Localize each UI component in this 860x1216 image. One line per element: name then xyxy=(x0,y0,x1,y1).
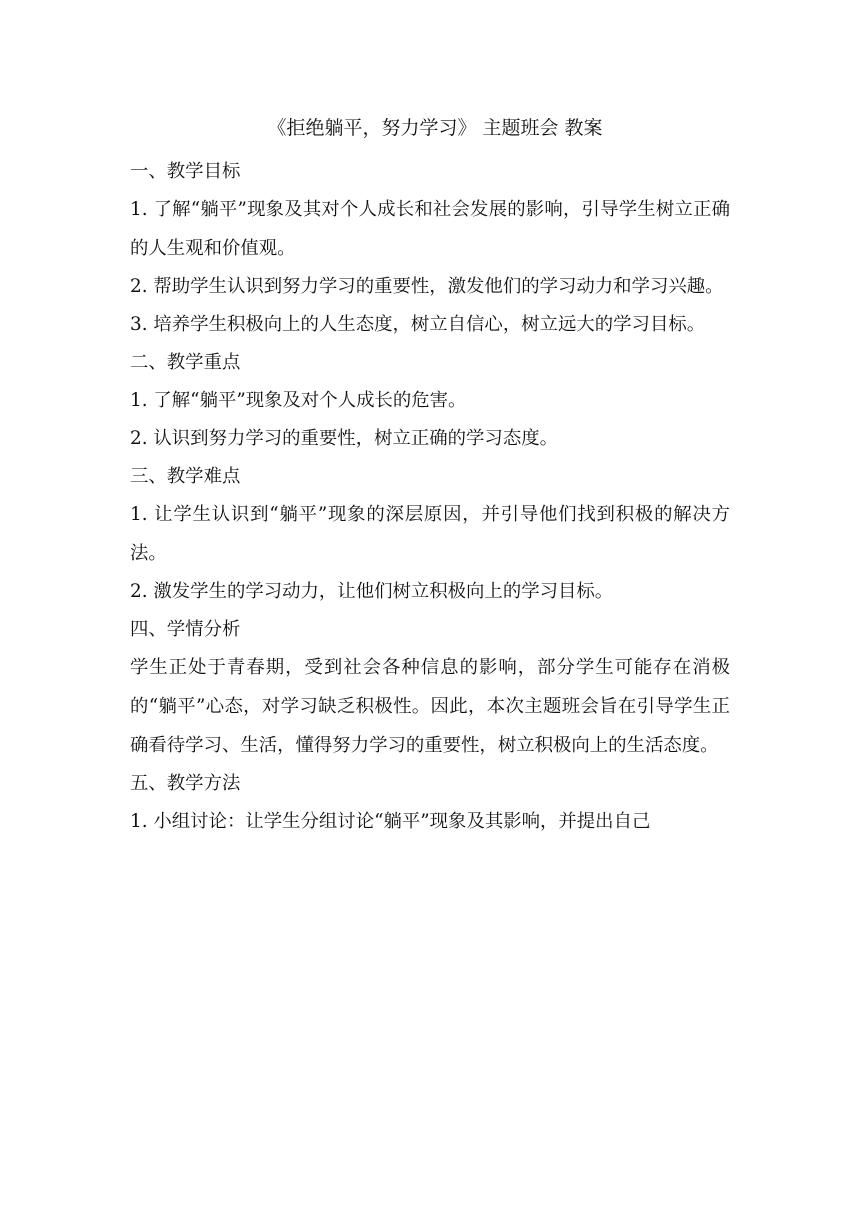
objective-item-3: 3. 培养学生积极向上的人生态度，树立自信心，树立远大的学习目标。 xyxy=(130,314,706,335)
section-heading-learner-analysis: 四、学情分析 xyxy=(130,619,241,640)
method-item-1: 1. 小组讨论：让学生分组讨论“躺平”现象及其影响，并提出自己 xyxy=(130,811,651,832)
learner-analysis-paragraph: 学生正处于青春期，受到社会各种信息的影响，部分学生可能存在消极的“躺平”心态，对学习缺乏积极性。因此，本次主题班会旨在引导学生正确看待学习、生活，懂得努力学习的重要性，树立积极向上的生活态度。 xyxy=(130,657,730,756)
objective-item-2: 2. 帮助学生认识到努力学习的重要性，激发他们的学习动力和学习兴趣。 xyxy=(130,276,724,297)
key-point-item-2: 2. 认识到努力学习的重要性，树立正确的学习态度。 xyxy=(130,428,558,449)
difficulty-item-2: 2. 激发学生的学习动力，让他们树立积极向上的学习目标。 xyxy=(130,581,614,602)
section-heading-difficulties: 三、教学难点 xyxy=(130,466,241,487)
section-heading-methods: 五、教学方法 xyxy=(130,773,241,794)
key-point-item-1: 1. 了解“躺平”现象及对个人成长的危害。 xyxy=(130,390,467,411)
section-heading-key-points: 二、教学重点 xyxy=(130,352,241,373)
section-heading-objectives: 一、教学目标 xyxy=(130,161,241,182)
difficulty-item-1: 1. 让学生认识到“躺平”现象的深层原因，并引导他们找到积极的解决方法。 xyxy=(130,504,730,564)
objective-item-1: 1. 了解“躺平”现象及其对个人成长和社会发展的影响，引导学生树立正确的人生观和价值观。 xyxy=(130,199,730,259)
document-body xyxy=(130,108,730,841)
document-title: 《拒绝躺平，努力学习》 主题班会 教案 xyxy=(267,117,603,139)
